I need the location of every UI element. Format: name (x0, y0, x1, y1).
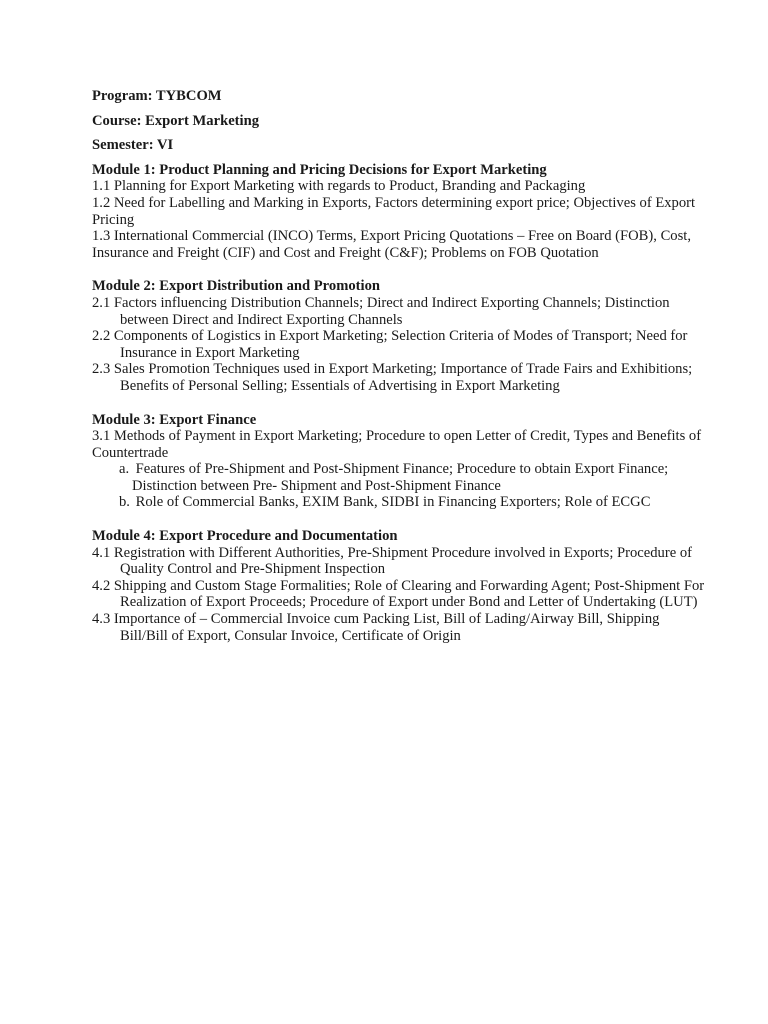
module-3 (92, 412, 708, 512)
topic-item: 1.3 International Commercial (INCO) Terms, Export Pricing Quotations – Free on Board (FOB), Cost, Insurance and Freight (CIF) and Cost and Freight (C&F); Problems on FOB Quotation (92, 228, 691, 261)
module-1 (92, 162, 708, 262)
semester-line: Semester: VI (92, 137, 174, 154)
topic-item: 4.3 Importance of – Commercial Invoice cum Packing List, Bill of Lading/Airway Bill, Shipping Bill/Bill of Export, Consular Invoice, Certificate of Origin (92, 611, 660, 644)
sub-item-text: Role of Commercial Banks, EXIM Bank, SIDBI in Financing Exporters; Role of ECGC (135, 494, 651, 511)
module-title: Module 1: Product Planning and Pricing Decisions for Export Marketing (92, 161, 547, 178)
topic-item: 2.2 Components of Logistics in Export Marketing; Selection Criteria of Modes of Transport; Need for Insurance in Export Marketing (92, 328, 688, 361)
sub-item-label: b. (119, 494, 130, 511)
topic-item: 2.1 Factors influencing Distribution Channels; Direct and Indirect Exporting Channels; Distinction between Direct and Indirect Exporting Channels (92, 294, 670, 328)
sub-item-text: Features of Pre-Shipment and Post-Shipment Finance; Procedure to obtain Export Finance; Distinction between Pre- Shipment and Post-Shipment Finance (132, 461, 669, 494)
topic-item: 1.1 Planning for Export Marketing with regards to Product, Branding and Packaging (92, 178, 586, 195)
module-title: Module 3: Export Finance (92, 411, 257, 428)
course-line: Course: Export Marketing (92, 112, 259, 129)
sub-item (92, 494, 708, 511)
topic-item: 4.1 Registration with Different Authorities, Pre-Shipment Procedure involved in Exports; Procedure of Quality Control and Pre-Shipment Inspection (92, 544, 692, 578)
module-title: Module 4: Export Procedure and Documentation (92, 528, 398, 545)
module-2 (92, 278, 708, 394)
topic-item: 1.2 Need for Labelling and Marking in Exports, Factors determining export price; Objectives of Export Pricing (92, 194, 696, 228)
sub-item-label: a. (119, 461, 130, 478)
module-title: Module 2: Export Distribution and Promotion (92, 278, 380, 295)
sub-item (92, 461, 708, 494)
topic-item: 4.2 Shipping and Custom Stage Formalities; Role of Clearing and Forwarding Agent; Post-Shipment For Realization of Export Proceeds; Procedure of Export under Bond and Letter of Undertaking (LUT) (92, 577, 705, 611)
module-4 (92, 528, 708, 644)
topic-item: 3.1 Methods of Payment in Export Marketing; Procedure to open Letter of Credit, Types and Benefits of Countertrade (92, 428, 702, 461)
program-line: Program: TYBCOM (92, 88, 222, 104)
topic-item: 2.3 Sales Promotion Techniques used in Export Marketing; Importance of Trade Fairs and Exhibitions; Benefits of Personal Selling; Essentials of Advertising in Export Marketing (92, 361, 693, 394)
